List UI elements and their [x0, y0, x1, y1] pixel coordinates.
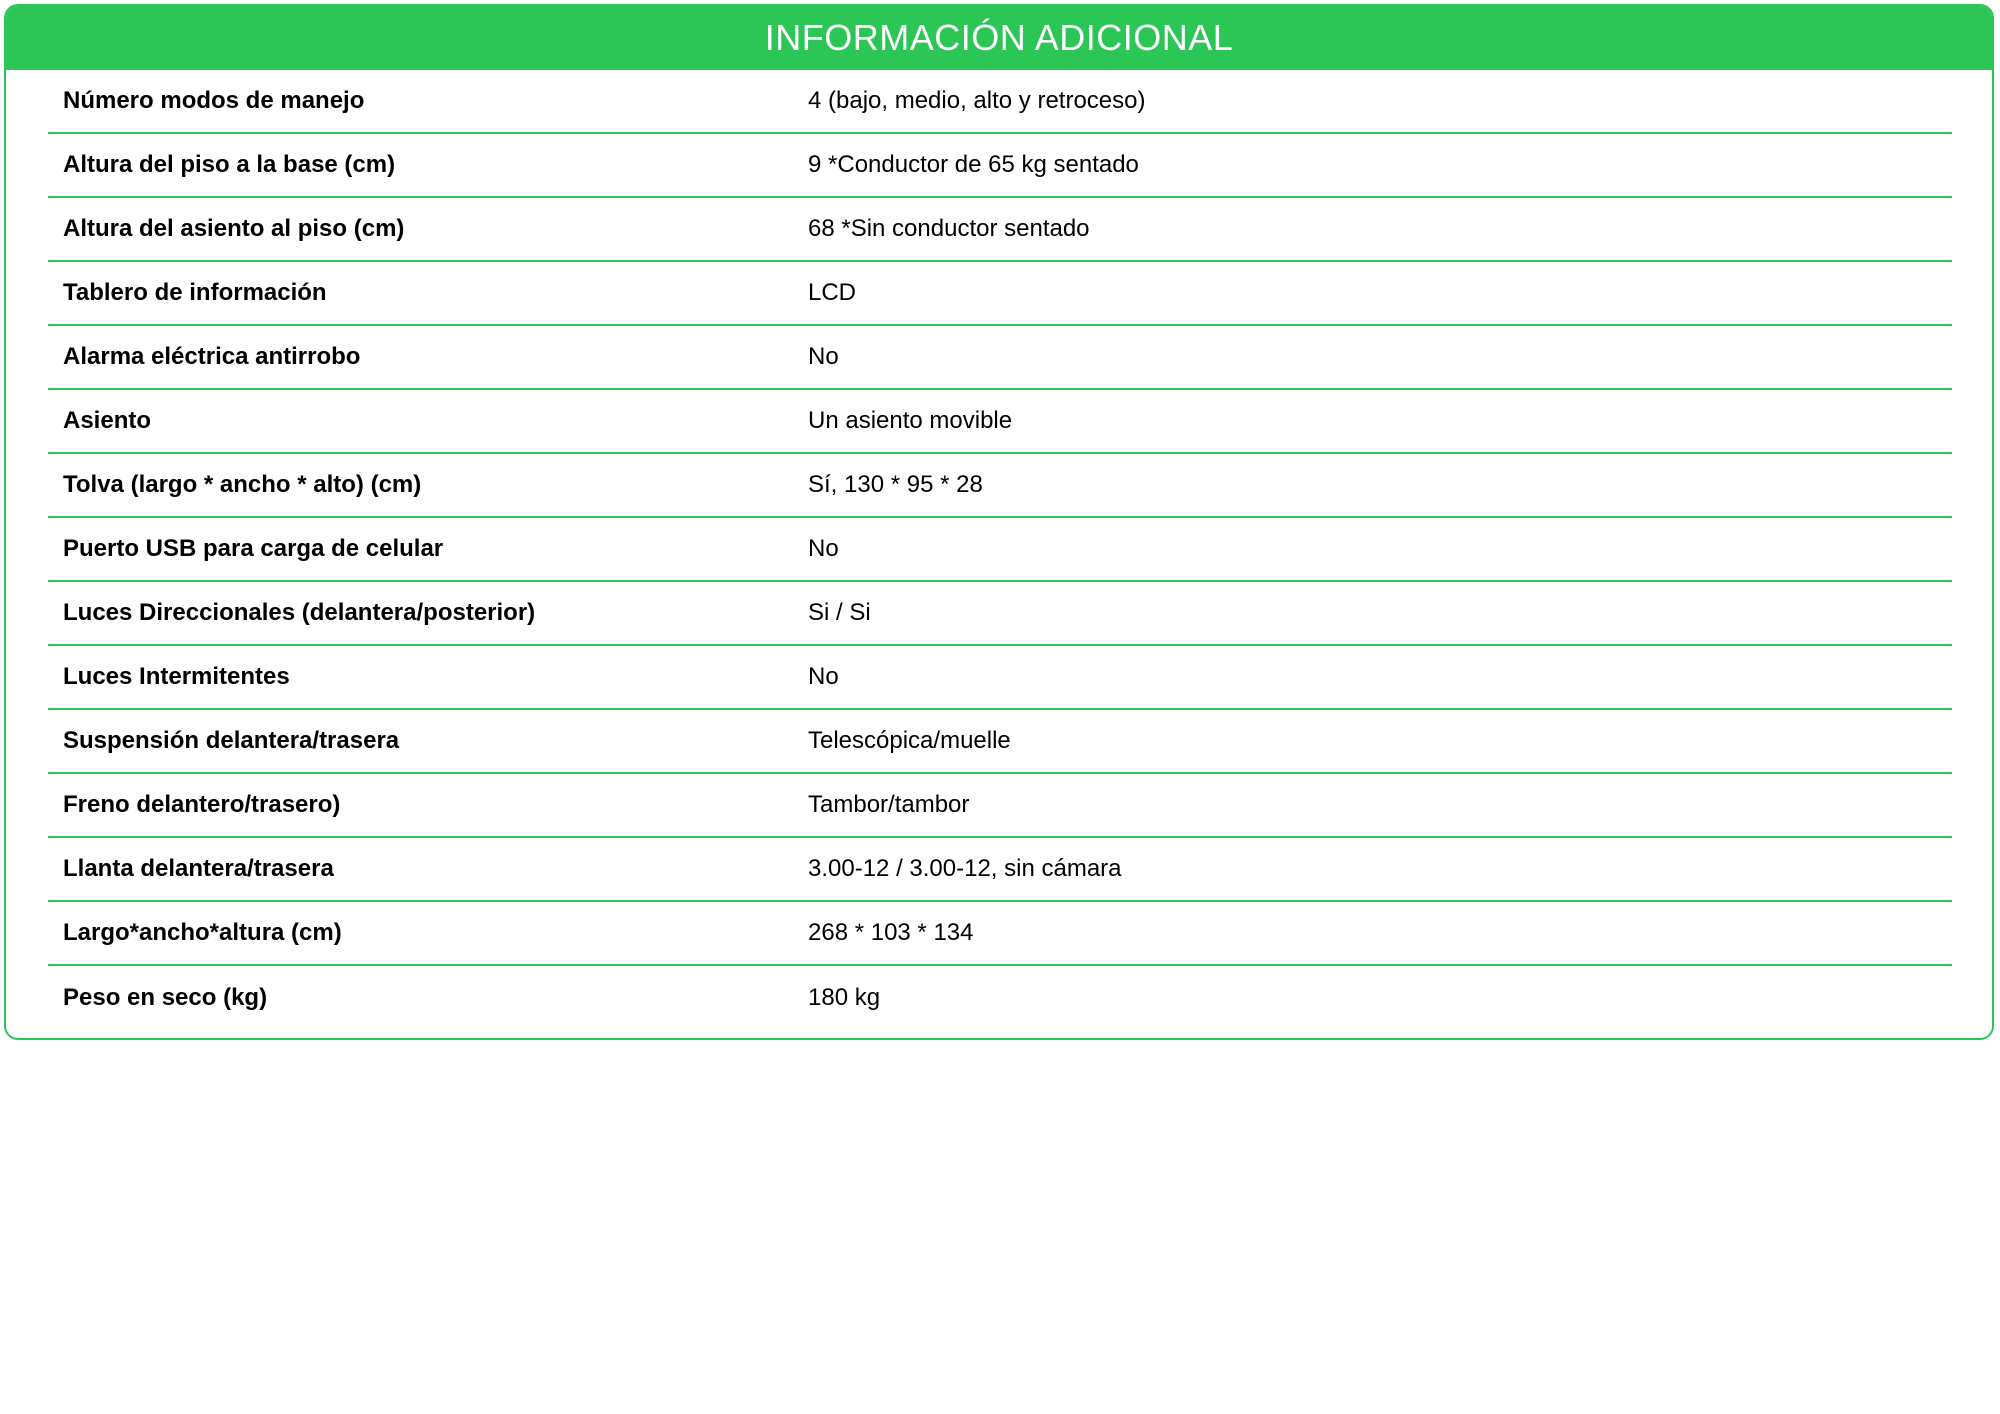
spec-row	[48, 966, 1952, 1030]
spec-row	[48, 710, 1952, 774]
spec-value: 4 (bajo, medio, alto y retroceso)	[808, 87, 1146, 114]
spec-value: 180 kg	[808, 984, 881, 1011]
spec-value: 9 *Conductor de 65 kg sentado	[808, 151, 1139, 178]
spec-value: No	[808, 535, 839, 562]
spec-value: 3.00-12 / 3.00-12, sin cámara	[808, 855, 1122, 882]
spec-value: Tambor/tambor	[808, 791, 970, 818]
spec-label: Altura del asiento al piso (cm)	[63, 215, 405, 242]
spec-label: Altura del piso a la base (cm)	[63, 151, 396, 178]
spec-label: Asiento	[63, 407, 152, 434]
spec-value: Telescópica/muelle	[808, 727, 1011, 754]
spec-row	[48, 262, 1952, 326]
spec-table-card	[4, 4, 1994, 1040]
spec-label: Tablero de información	[63, 279, 327, 306]
spec-row	[48, 838, 1952, 902]
spec-label: Peso en seco (kg)	[63, 984, 268, 1011]
spec-label: Tolva (largo * ancho * alto) (cm)	[63, 471, 422, 498]
spec-value: Sí, 130 * 95 * 28	[808, 471, 983, 498]
spec-row	[48, 774, 1952, 838]
spec-value: Si / Si	[808, 599, 871, 626]
spec-row	[48, 902, 1952, 966]
spec-row	[48, 454, 1952, 518]
spec-label: Suspensión delantera/trasera	[63, 727, 400, 754]
spec-row	[48, 582, 1952, 646]
spec-value: 68 *Sin conductor sentado	[808, 215, 1090, 242]
spec-table-body	[6, 70, 1992, 1030]
spec-value: No	[808, 343, 839, 370]
spec-label: Largo*ancho*altura (cm)	[63, 919, 342, 946]
spec-row	[48, 326, 1952, 390]
spec-value: 268 * 103 * 134	[808, 919, 974, 946]
spec-row	[48, 134, 1952, 198]
spec-row	[48, 646, 1952, 710]
spec-label: Freno delantero/trasero)	[63, 791, 341, 818]
spec-label: Luces Direccionales (delantera/posterior)	[63, 599, 536, 626]
spec-label: Número modos de manejo	[63, 87, 365, 114]
spec-label: Luces Intermitentes	[63, 663, 290, 690]
spec-label: Alarma eléctrica antirrobo	[63, 343, 361, 370]
spec-value: LCD	[808, 279, 857, 306]
spec-label: Llanta delantera/trasera	[63, 855, 334, 882]
spec-row	[48, 70, 1952, 134]
spec-label: Puerto USB para carga de celular	[63, 535, 444, 562]
spec-row	[48, 390, 1952, 454]
spec-table-title: INFORMACIÓN ADICIONAL	[6, 6, 1992, 70]
spec-value: No	[808, 663, 839, 690]
spec-row	[48, 198, 1952, 262]
spec-row	[48, 518, 1952, 582]
spec-value: Un asiento movible	[808, 407, 1013, 434]
